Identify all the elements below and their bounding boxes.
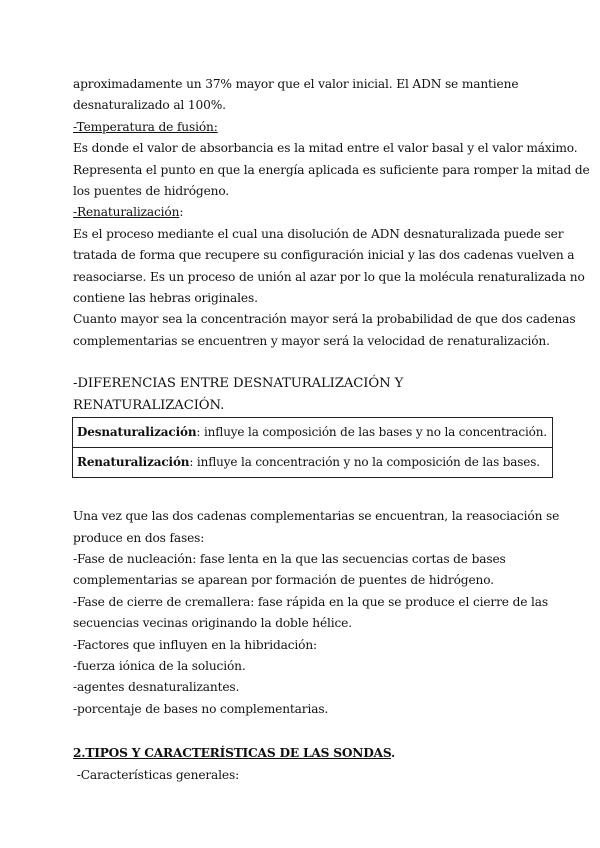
- term-description: : influye la concentración y no la composición de las bases.: [189, 455, 540, 470]
- paragraph-line: -Factores que influyen en la hibridación:: [73, 637, 317, 652]
- paragraph-line: los puentes de hidrógeno.: [73, 184, 230, 199]
- term-renaturalizacion: Renaturalización: [77, 455, 190, 470]
- list-item: -agentes desnaturalizantes.: [73, 680, 240, 695]
- differences-table: [72, 417, 553, 478]
- paragraph-line: reasociarse. Es un proceso de unión al azar por lo que la molécula renaturalizada no: [73, 269, 585, 284]
- paragraph-line: aproximadamente un 37% mayor que el valor inicial. El ADN se mantiene: [73, 77, 519, 91]
- list-item: -porcentaje de bases no complementarias.: [73, 701, 329, 716]
- list-item: -fuerza iónica de la solución.: [73, 658, 246, 673]
- differences-heading-line-2: RENATURALIZACIÓN.: [73, 397, 225, 413]
- subheading-renaturalizacion: [73, 202, 528, 223]
- table-cell: [73, 418, 553, 448]
- subheading-colon: :: [179, 205, 184, 220]
- subheading-temperatura: -Temperatura de fusión:: [73, 119, 218, 134]
- paragraph-line: Cuanto mayor sea la concentración mayor será la probabilidad de que dos cadenas: [73, 312, 576, 327]
- paragraph-line: -Fase de cierre de cremallera: fase rápida en la que se produce el cierre de las: [73, 594, 548, 609]
- paragraph-line: Representa el punto en que la energía aplicada es suficiente para romper la mitad de: [73, 162, 590, 177]
- paragraph-line: Una vez que las dos cadenas complementarias se encuentran, la reasociación se: [73, 509, 560, 524]
- subheading-renaturalizacion-text: -Renaturalización: [73, 205, 180, 220]
- table-row: [73, 448, 553, 478]
- section-title-dot: .: [390, 746, 396, 761]
- table-cell: [73, 448, 553, 478]
- subsection-label: -Características generales:: [73, 767, 240, 782]
- term-description: : influye la composición de las bases y no la concentración.: [196, 425, 547, 440]
- paragraph-line: Es donde el valor de absorbancia es la mitad entre el valor basal y el valor máximo.: [73, 141, 578, 156]
- section-title-text: 2.TIPOS Y CARACTERÍSTICAS DE LAS SONDAS: [73, 746, 391, 761]
- document-page: [73, 74, 590, 786]
- section-title: [73, 743, 528, 764]
- paragraph-line: produce en dos fases:: [73, 530, 205, 545]
- paragraph-line: complementarias se aparean por formación de puentes de hidrógeno.: [73, 573, 494, 588]
- table-row: [73, 418, 553, 448]
- paragraph-line: tratada de forma que recupere su configuración inicial y las dos cadenas vuelven a: [73, 248, 575, 263]
- paragraph-line: desnaturalizado al 100%.: [73, 98, 226, 113]
- paragraph-line: secuencias vecinas originando la doble hélice.: [73, 616, 352, 631]
- paragraph-line: complementarias se encuentren y mayor será la velocidad de renaturalización.: [73, 333, 550, 348]
- term-desnaturalizacion: Desnaturalización: [77, 425, 197, 440]
- paragraph-line: -Fase de nucleación: fase lenta en la que las secuencias cortas de bases: [73, 551, 506, 566]
- paragraph-line: contiene las hebras originales.: [73, 291, 258, 306]
- differences-heading-line-1: -DIFERENCIAS ENTRE DESNATURALIZACIÓN Y: [73, 376, 404, 392]
- paragraph-line: Es el proceso mediante el cual una disolución de ADN desnaturalizada puede ser: [73, 226, 564, 241]
